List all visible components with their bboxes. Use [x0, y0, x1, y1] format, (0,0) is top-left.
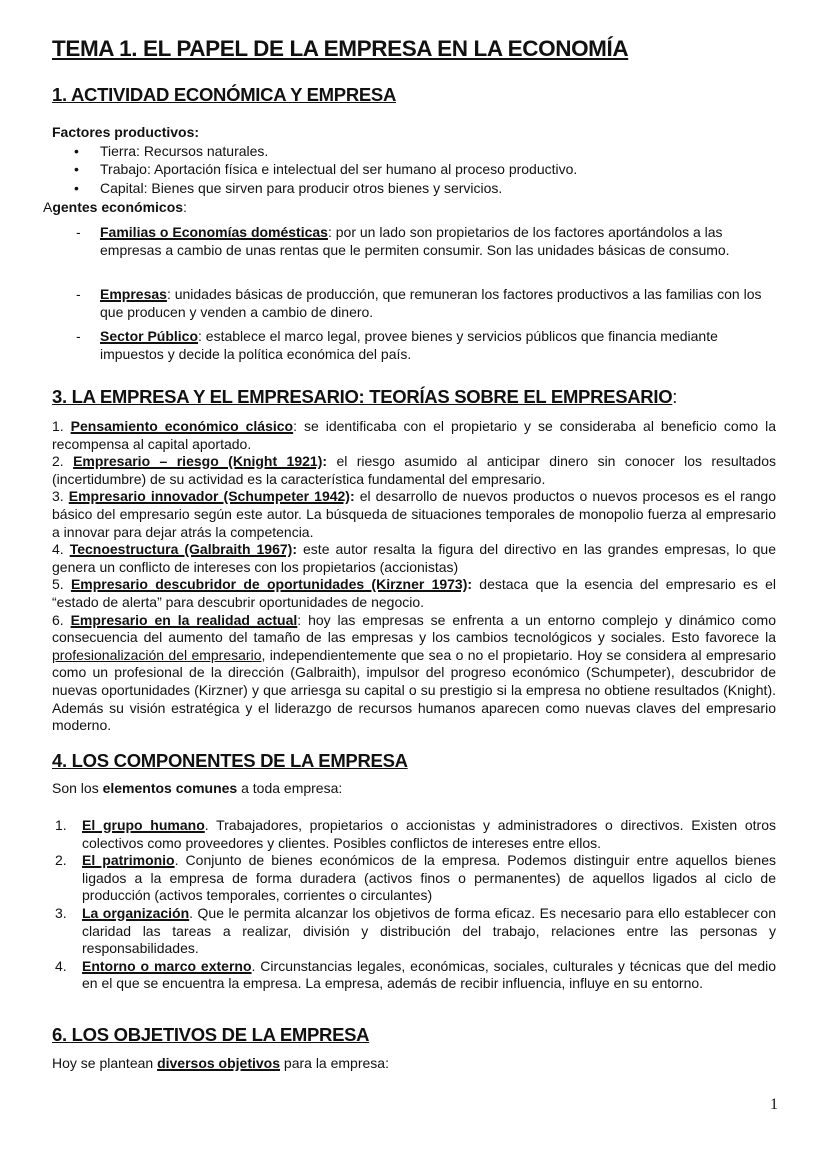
item-number: 4.	[52, 541, 70, 558]
agente-item	[76, 224, 776, 259]
section-title: LOS COMPONENTES DE LA EMPRESA	[66, 750, 408, 771]
teoria-item	[52, 418, 776, 453]
item-number: 3.	[52, 488, 69, 505]
term: Empresario descubridor de oportunidades (Kirzner 1973)	[70, 576, 468, 593]
section-number: 4.	[52, 750, 67, 771]
bullet-icon: •	[74, 179, 79, 196]
section-1-heading	[52, 84, 396, 106]
term: Tecnoestructura (Galbraith 1967)	[69, 541, 293, 558]
teoria-item	[52, 453, 776, 488]
definition: el riesgo asumido al anticipar dinero sin conocer los resultados (incertidumbre) de su actividad es la característica fundamental del empresario.	[52, 453, 776, 487]
definition: . Circunstancias legales, económicas, sociales, culturales y técnicas que del medio en el que se encuentra la empresa. La empresa, además de recibir influencia, influye en su entorno.	[82, 957, 776, 992]
list-item	[52, 180, 776, 198]
componentes-intro	[52, 780, 776, 798]
definition: el desarrollo de nuevos productos o nuevos procesos es el rango básico del empresario según este autor. La búsqueda de situaciones temporales de monopolio fuerza al empresario a innovar para dejar atrás la competencia.	[52, 488, 776, 540]
section-number: 1.	[52, 84, 67, 105]
objetivos-intro	[52, 1055, 776, 1073]
item-number: 1.	[55, 817, 67, 833]
definition: . Trabajadores, propietarios o accionistas y administradores o directivos. Existen otros colectivos como proveedores y clientes. Posibles conflictos de intereses entre ellos.	[82, 817, 776, 851]
list-item-text: Capital: Bienes que sirven para producir otros bienes y servicios.	[100, 179, 503, 196]
item-number: 4.	[55, 957, 67, 974]
dash-icon: -	[76, 328, 81, 344]
dash-icon: -	[76, 224, 81, 240]
definition: : por un lado son propietarios de los factores aportándolos a las empresas a cambio de unas rentas que le permiten consumir. Son las unidades básicas de consumo.	[100, 224, 730, 258]
label-part: A	[43, 199, 53, 215]
term: Empresario en la realidad actual	[70, 611, 298, 628]
item-number: 6.	[52, 611, 71, 628]
text-bold: elementos comunes	[102, 780, 238, 796]
definition: , independientemente que sea o no el propietario. Hoy se considera al empresario como un profesional de la dirección (Galbraith), impulsor del progreso económico (Schumpeter), descubridor de nuevas oportunidades (Kirzner) y que arriesga su capital o su prestigio si la empresa no obtiene resultados (Knight). Además su visión estratégica y el liderazgo de recursos humanos aparecen como nuevas claves del empresario moderno.	[52, 646, 776, 734]
dash-icon: -	[76, 286, 81, 302]
definition: este autor resalta la figura del directivo en las grandes empresas, lo que genera un conflicto de intereses con los propietarios (accionistas)	[52, 541, 776, 575]
factores-list	[52, 143, 776, 198]
label-part: :	[183, 199, 187, 215]
bullet-icon: •	[74, 161, 79, 178]
list-item-text: Trabajo: Aportación física e intelectual del ser humano al proceso productivo.	[100, 161, 578, 178]
list-item-text: Tierra: Recursos naturales.	[100, 142, 269, 159]
term: El patrimonio	[82, 852, 175, 869]
section-6-heading: 6. LOS OBJETIVOS DE LA EMPRESA	[52, 1024, 370, 1045]
item-number: 5.	[52, 576, 71, 593]
item-number: 3.	[55, 904, 67, 921]
section-3-heading	[52, 386, 677, 408]
underlined-phrase: profesionalización del empresario	[52, 646, 262, 663]
definition: destaca que la esencia del empresario es el “estado de alerta” para descubrir oportunidades de negocio.	[52, 576, 776, 610]
definition: . Que le permita alcanzar los objetivos de forma eficaz. Es necesario para ello establecer con claridad las tareas a realizar, división y distribución del trabajo, relaciones entre las personas y responsabilidades.	[82, 904, 776, 957]
definition: . Conjunto de bienes económicos de la empresa. Podemos distinguir entre aquellos bienes ligados a la empresa de forma duradera (activos finos o permanentes) de aquellos ligados al ciclo de producción (activos temporales, corrientes o circulantes)	[82, 852, 776, 904]
item-number: 2.	[52, 453, 74, 470]
list-item	[52, 161, 776, 179]
definition: : se identificaba con el propietario y se consideraba al beneficio como la recompensa al capital aportado.	[52, 418, 777, 452]
definition: : establece el marco legal, provee bienes y servicios públicos que financia mediante impuestos y decide la política económica del país.	[100, 328, 718, 362]
teoria-item	[52, 612, 776, 735]
definition: : hoy las empresas se enfrenta a un entorno complejo y dinámico como consecuencia del aumento del tamaño de las empresas y los cambios tecnológicos y sociales. Esto favorece la	[52, 611, 776, 646]
text: Son los	[52, 780, 103, 796]
list-item	[52, 958, 776, 993]
text: Hoy se plantean	[52, 1055, 158, 1071]
agente-item	[76, 328, 776, 363]
page-number: 1	[770, 1096, 778, 1113]
sep: :	[467, 576, 473, 593]
section-4-heading	[52, 750, 408, 772]
bullet-icon: •	[74, 142, 79, 159]
definition: : unidades básicas de producción, que remuneran los factores productivos a las familias con los que producen y venden a cambio de dinero.	[100, 286, 762, 320]
list-item	[52, 905, 776, 958]
document-title: TEMA 1. EL PAPEL DE LA EMPRESA EN LA ECONOMÍA	[52, 36, 629, 61]
item-number: 2.	[55, 852, 67, 869]
factores-block	[52, 124, 776, 197]
term: Empresas	[100, 286, 167, 302]
factores-label: Factores productivos:	[52, 124, 200, 140]
teorias-block	[52, 418, 776, 735]
teoria-item	[52, 541, 776, 576]
componentes-list	[52, 817, 776, 993]
sep: :	[292, 541, 297, 558]
agentes-label	[43, 199, 767, 217]
sep: :	[349, 488, 355, 505]
sep: :	[322, 453, 328, 470]
term: Familias o Economías domésticas	[100, 224, 328, 240]
section-title: 3. LA EMPRESA Y EL EMPRESARIO: TEORÍAS SOBRE EL EMPRESARIO	[52, 386, 673, 407]
term: diversos objetivos	[157, 1055, 281, 1071]
term: Empresario innovador (Schumpeter 1942)	[68, 488, 350, 505]
teoria-item	[52, 488, 776, 541]
section-title: ACTIVIDAD ECONÓMICA Y EMPRESA	[66, 84, 397, 105]
term: Sector Público	[100, 328, 199, 344]
list-item	[52, 852, 776, 905]
term: Entorno o marco externo	[82, 957, 252, 974]
label-part: gentes económicos	[52, 199, 184, 215]
heading-colon: :	[672, 386, 678, 407]
text: para la empresa:	[280, 1055, 389, 1071]
teoria-item	[52, 576, 776, 611]
term: Empresario – riesgo (Knight 1921)	[73, 453, 323, 470]
item-number: 1.	[52, 418, 71, 434]
term: El grupo humano	[82, 817, 205, 833]
term: Pensamiento económico clásico	[70, 418, 294, 434]
list-item	[52, 817, 776, 852]
agente-item	[76, 286, 776, 321]
text: a toda empresa:	[237, 780, 343, 796]
list-item	[52, 143, 776, 161]
term: La organización	[82, 904, 190, 921]
